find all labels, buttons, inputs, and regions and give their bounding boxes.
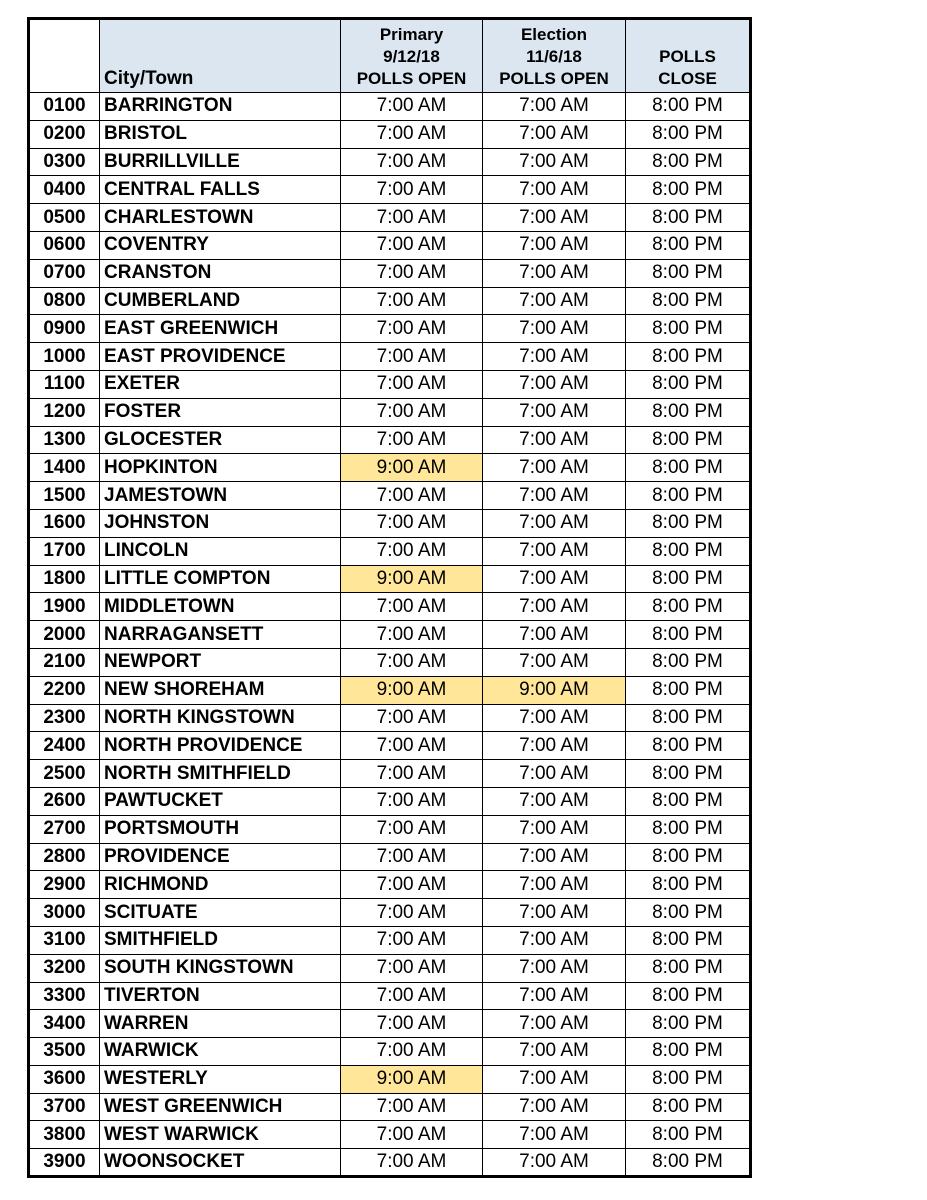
election-polls-open-cell: 7:00 AM [483, 871, 626, 899]
polls-close-cell: 8:00 PM [626, 93, 751, 121]
city-town-cell: PAWTUCKET [100, 787, 341, 815]
table-row [29, 1065, 751, 1093]
polls-close-cell: 8:00 PM [626, 120, 751, 148]
election-polls-open-cell: 7:00 AM [483, 120, 626, 148]
city-town-cell: HOPKINTON [100, 454, 341, 482]
table-row [29, 148, 751, 176]
primary-polls-open-cell: 7:00 AM [341, 871, 483, 899]
table-row [29, 1093, 751, 1121]
city-town-cell: BRISTOL [100, 120, 341, 148]
election-polls-open-cell: 7:00 AM [483, 732, 626, 760]
municipality-code-cell: 2100 [29, 648, 100, 676]
election-polls-open-cell: 7:00 AM [483, 370, 626, 398]
election-polls-open-cell: 7:00 AM [483, 148, 626, 176]
polls-close-cell: 8:00 PM [626, 148, 751, 176]
city-town-cell: TIVERTON [100, 982, 341, 1010]
election-polls-open-cell: 7:00 AM [483, 176, 626, 204]
polls-close-cell: 8:00 PM [626, 871, 751, 899]
election-polls-open-cell: 7:00 AM [483, 398, 626, 426]
election-polls-open-cell: 9:00 AM [483, 676, 626, 704]
city-town-cell: SMITHFIELD [100, 926, 341, 954]
election-polls-open-cell: 7:00 AM [483, 1065, 626, 1093]
polls-close-cell: 8:00 PM [626, 593, 751, 621]
polls-close-cell: 8:00 PM [626, 760, 751, 788]
election-polls-open-cell: 7:00 AM [483, 1121, 626, 1149]
polling-hours-table [27, 17, 752, 1178]
table-row [29, 871, 751, 899]
election-polls-open-cell: 7:00 AM [483, 231, 626, 259]
city-town-cell: NORTH PROVIDENCE [100, 732, 341, 760]
city-town-cell: RICHMOND [100, 871, 341, 899]
election-polls-open-cell: 7:00 AM [483, 899, 626, 927]
election-polls-open-cell: 7:00 AM [483, 204, 626, 232]
primary-polls-open-cell: 7:00 AM [341, 426, 483, 454]
polls-close-cell: 8:00 PM [626, 815, 751, 843]
city-town-cell: WEST GREENWICH [100, 1093, 341, 1121]
table-row [29, 1038, 751, 1066]
municipality-code-cell: 1300 [29, 426, 100, 454]
election-polls-open-cell: 7:00 AM [483, 1010, 626, 1038]
municipality-code-cell: 3400 [29, 1010, 100, 1038]
header-primary-line-1: Primary [379, 25, 444, 44]
header-polls-close [626, 19, 751, 93]
municipality-code-cell: 0700 [29, 259, 100, 287]
table-row [29, 120, 751, 148]
municipality-code-cell: 1900 [29, 593, 100, 621]
city-town-cell: LINCOLN [100, 537, 341, 565]
primary-polls-open-cell: 7:00 AM [341, 815, 483, 843]
polls-close-cell: 8:00 PM [626, 954, 751, 982]
polls-close-cell: 8:00 PM [626, 287, 751, 315]
table-row [29, 926, 751, 954]
table-row [29, 343, 751, 371]
election-polls-open-cell: 7:00 AM [483, 537, 626, 565]
election-polls-open-cell: 7:00 AM [483, 648, 626, 676]
municipality-code-cell: 0800 [29, 287, 100, 315]
municipality-code-cell: 0100 [29, 93, 100, 121]
city-town-cell: PROVIDENCE [100, 843, 341, 871]
election-polls-open-cell: 7:00 AM [483, 1149, 626, 1177]
primary-polls-open-cell: 7:00 AM [341, 343, 483, 371]
city-town-cell: JOHNSTON [100, 509, 341, 537]
table-row [29, 704, 751, 732]
city-town-cell: NORTH KINGSTOWN [100, 704, 341, 732]
polls-close-cell: 8:00 PM [626, 231, 751, 259]
polls-close-cell: 8:00 PM [626, 899, 751, 927]
primary-polls-open-cell: 7:00 AM [341, 398, 483, 426]
primary-polls-open-cell: 7:00 AM [341, 120, 483, 148]
polls-close-cell: 8:00 PM [626, 843, 751, 871]
primary-polls-open-cell: 9:00 AM [341, 676, 483, 704]
municipality-code-cell: 2800 [29, 843, 100, 871]
polls-close-cell: 8:00 PM [626, 343, 751, 371]
polls-close-cell: 8:00 PM [626, 454, 751, 482]
election-polls-open-cell: 7:00 AM [483, 343, 626, 371]
table-row [29, 815, 751, 843]
municipality-code-cell: 2500 [29, 760, 100, 788]
polls-close-cell: 8:00 PM [626, 1065, 751, 1093]
polls-close-cell: 8:00 PM [626, 648, 751, 676]
table-row [29, 287, 751, 315]
municipality-code-cell: 2900 [29, 871, 100, 899]
table-row [29, 648, 751, 676]
municipality-code-cell: 2700 [29, 815, 100, 843]
election-polls-open-cell: 7:00 AM [483, 815, 626, 843]
table-row [29, 398, 751, 426]
table-header [29, 19, 751, 93]
header-close-line-1: POLLS [659, 47, 716, 66]
election-polls-open-cell: 7:00 AM [483, 787, 626, 815]
table-row [29, 732, 751, 760]
primary-polls-open-cell: 7:00 AM [341, 787, 483, 815]
city-town-cell: CENTRAL FALLS [100, 176, 341, 204]
city-town-cell: NEWPORT [100, 648, 341, 676]
polls-close-cell: 8:00 PM [626, 1149, 751, 1177]
city-town-cell: CUMBERLAND [100, 287, 341, 315]
polls-close-cell: 8:00 PM [626, 704, 751, 732]
polls-close-cell: 8:00 PM [626, 537, 751, 565]
primary-polls-open-cell: 7:00 AM [341, 704, 483, 732]
municipality-code-cell: 1000 [29, 343, 100, 371]
primary-polls-open-cell: 7:00 AM [341, 93, 483, 121]
municipality-code-cell: 0900 [29, 315, 100, 343]
primary-polls-open-cell: 7:00 AM [341, 899, 483, 927]
polls-close-cell: 8:00 PM [626, 259, 751, 287]
city-town-cell: COVENTRY [100, 231, 341, 259]
primary-polls-open-cell: 7:00 AM [341, 148, 483, 176]
city-town-cell: NORTH SMITHFIELD [100, 760, 341, 788]
primary-polls-open-cell: 7:00 AM [341, 1093, 483, 1121]
table-row [29, 370, 751, 398]
table-row [29, 231, 751, 259]
primary-polls-open-cell: 7:00 AM [341, 231, 483, 259]
polls-close-cell: 8:00 PM [626, 926, 751, 954]
table-row [29, 982, 751, 1010]
municipality-code-cell: 0600 [29, 231, 100, 259]
municipality-code-cell: 1400 [29, 454, 100, 482]
primary-polls-open-cell: 7:00 AM [341, 315, 483, 343]
polls-close-cell: 8:00 PM [626, 732, 751, 760]
municipality-code-cell: 1500 [29, 482, 100, 510]
primary-polls-open-cell: 7:00 AM [341, 204, 483, 232]
polls-close-cell: 8:00 PM [626, 315, 751, 343]
municipality-code-cell: 1800 [29, 565, 100, 593]
election-polls-open-cell: 7:00 AM [483, 565, 626, 593]
election-polls-open-cell: 7:00 AM [483, 704, 626, 732]
header-primary-polls-open [341, 19, 483, 93]
primary-polls-open-cell: 9:00 AM [341, 565, 483, 593]
table-row [29, 315, 751, 343]
polls-close-cell: 8:00 PM [626, 1121, 751, 1149]
primary-polls-open-cell: 7:00 AM [341, 1121, 483, 1149]
table-row [29, 1010, 751, 1038]
primary-polls-open-cell: 7:00 AM [341, 1010, 483, 1038]
table-row [29, 93, 751, 121]
municipality-code-cell: 3000 [29, 899, 100, 927]
polls-close-cell: 8:00 PM [626, 621, 751, 649]
city-town-cell: WOONSOCKET [100, 1149, 341, 1177]
city-town-cell: PORTSMOUTH [100, 815, 341, 843]
polls-close-cell: 8:00 PM [626, 982, 751, 1010]
table-row [29, 176, 751, 204]
table-row [29, 676, 751, 704]
table-row [29, 259, 751, 287]
table-row [29, 509, 751, 537]
city-town-cell: WESTERLY [100, 1065, 341, 1093]
municipality-code-cell: 3600 [29, 1065, 100, 1093]
header-election-line-2: 11/6/18 [526, 47, 582, 66]
city-town-cell: NEW SHOREHAM [100, 676, 341, 704]
polls-close-cell: 8:00 PM [626, 1093, 751, 1121]
city-town-cell: CRANSTON [100, 259, 341, 287]
municipality-code-cell: 1700 [29, 537, 100, 565]
primary-polls-open-cell: 7:00 AM [341, 1149, 483, 1177]
polls-close-cell: 8:00 PM [626, 204, 751, 232]
header-city-town: City/Town [100, 19, 341, 93]
primary-polls-open-cell: 7:00 AM [341, 954, 483, 982]
election-polls-open-cell: 7:00 AM [483, 315, 626, 343]
municipality-code-cell: 2400 [29, 732, 100, 760]
city-town-cell: JAMESTOWN [100, 482, 341, 510]
primary-polls-open-cell: 7:00 AM [341, 482, 483, 510]
table-row [29, 454, 751, 482]
polls-close-cell: 8:00 PM [626, 398, 751, 426]
primary-polls-open-cell: 7:00 AM [341, 648, 483, 676]
city-town-cell: FOSTER [100, 398, 341, 426]
table-row [29, 537, 751, 565]
city-town-cell: WARWICK [100, 1038, 341, 1066]
primary-polls-open-cell: 7:00 AM [341, 537, 483, 565]
election-polls-open-cell: 7:00 AM [483, 454, 626, 482]
municipality-code-cell: 3900 [29, 1149, 100, 1177]
election-polls-open-cell: 7:00 AM [483, 954, 626, 982]
polls-close-cell: 8:00 PM [626, 370, 751, 398]
polls-close-cell: 8:00 PM [626, 1038, 751, 1066]
table-row [29, 1149, 751, 1177]
municipality-code-cell: 3800 [29, 1121, 100, 1149]
election-polls-open-cell: 7:00 AM [483, 926, 626, 954]
municipality-code-cell: 2300 [29, 704, 100, 732]
polls-close-cell: 8:00 PM [626, 176, 751, 204]
municipality-code-cell: 1600 [29, 509, 100, 537]
municipality-code-cell: 0300 [29, 148, 100, 176]
header-row [29, 19, 751, 93]
table-row [29, 760, 751, 788]
header-close-line-2: CLOSE [658, 69, 717, 88]
polls-close-cell: 8:00 PM [626, 509, 751, 537]
primary-polls-open-cell: 7:00 AM [341, 982, 483, 1010]
city-town-cell: SCITUATE [100, 899, 341, 927]
city-town-cell: EAST PROVIDENCE [100, 343, 341, 371]
city-town-cell: LITTLE COMPTON [100, 565, 341, 593]
election-polls-open-cell: 7:00 AM [483, 621, 626, 649]
table-row [29, 204, 751, 232]
table-row [29, 565, 751, 593]
city-town-cell: WEST WARWICK [100, 1121, 341, 1149]
municipality-code-cell: 2000 [29, 621, 100, 649]
primary-polls-open-cell: 7:00 AM [341, 287, 483, 315]
polls-close-cell: 8:00 PM [626, 426, 751, 454]
city-town-cell: NARRAGANSETT [100, 621, 341, 649]
election-polls-open-cell: 7:00 AM [483, 1093, 626, 1121]
city-town-cell: EAST GREENWICH [100, 315, 341, 343]
election-polls-open-cell: 7:00 AM [483, 593, 626, 621]
header-election-line-1: Election [520, 25, 588, 44]
polls-close-cell: 8:00 PM [626, 565, 751, 593]
primary-polls-open-cell: 7:00 AM [341, 593, 483, 621]
primary-polls-open-cell: 7:00 AM [341, 926, 483, 954]
primary-polls-open-cell: 9:00 AM [341, 454, 483, 482]
city-town-cell: CHARLESTOWN [100, 204, 341, 232]
primary-polls-open-cell: 7:00 AM [341, 370, 483, 398]
municipality-code-cell: 2200 [29, 676, 100, 704]
election-polls-open-cell: 7:00 AM [483, 509, 626, 537]
table-row [29, 787, 751, 815]
table-row [29, 843, 751, 871]
header-primary-line-3: POLLS OPEN [356, 69, 467, 88]
municipality-code-cell: 2600 [29, 787, 100, 815]
city-town-cell: EXETER [100, 370, 341, 398]
municipality-code-cell: 3700 [29, 1093, 100, 1121]
polls-close-cell: 8:00 PM [626, 1010, 751, 1038]
election-polls-open-cell: 7:00 AM [483, 426, 626, 454]
city-town-cell: BURRILLVILLE [100, 148, 341, 176]
table-row [29, 1121, 751, 1149]
polls-close-cell: 8:00 PM [626, 787, 751, 815]
primary-polls-open-cell: 7:00 AM [341, 176, 483, 204]
primary-polls-open-cell: 7:00 AM [341, 732, 483, 760]
primary-polls-open-cell: 7:00 AM [341, 259, 483, 287]
primary-polls-open-cell: 7:00 AM [341, 760, 483, 788]
city-town-cell: SOUTH KINGSTOWN [100, 954, 341, 982]
municipality-code-cell: 1100 [29, 370, 100, 398]
election-polls-open-cell: 7:00 AM [483, 93, 626, 121]
table-row [29, 426, 751, 454]
primary-polls-open-cell: 7:00 AM [341, 509, 483, 537]
election-polls-open-cell: 7:00 AM [483, 482, 626, 510]
primary-polls-open-cell: 9:00 AM [341, 1065, 483, 1093]
primary-polls-open-cell: 7:00 AM [341, 1038, 483, 1066]
election-polls-open-cell: 7:00 AM [483, 259, 626, 287]
polls-close-cell: 8:00 PM [626, 482, 751, 510]
city-town-cell: WARREN [100, 1010, 341, 1038]
header-election-polls-open [483, 19, 626, 93]
primary-polls-open-cell: 7:00 AM [341, 843, 483, 871]
municipality-code-cell: 3200 [29, 954, 100, 982]
table-row [29, 621, 751, 649]
municipality-code-cell: 0500 [29, 204, 100, 232]
municipality-code-cell: 0400 [29, 176, 100, 204]
election-polls-open-cell: 7:00 AM [483, 982, 626, 1010]
municipality-code-cell: 3100 [29, 926, 100, 954]
table-row [29, 954, 751, 982]
polls-close-cell: 8:00 PM [626, 676, 751, 704]
election-polls-open-cell: 7:00 AM [483, 760, 626, 788]
primary-polls-open-cell: 7:00 AM [341, 621, 483, 649]
table-row [29, 899, 751, 927]
table-body [29, 93, 751, 1177]
table-row [29, 593, 751, 621]
table-row [29, 482, 751, 510]
header-code [29, 19, 100, 93]
city-town-cell: BARRINGTON [100, 93, 341, 121]
election-polls-open-cell: 7:00 AM [483, 1038, 626, 1066]
election-polls-open-cell: 7:00 AM [483, 287, 626, 315]
municipality-code-cell: 1200 [29, 398, 100, 426]
municipality-code-cell: 3500 [29, 1038, 100, 1066]
municipality-code-cell: 3300 [29, 982, 100, 1010]
header-primary-line-2: 9/12/18 [383, 47, 440, 66]
city-town-cell: GLOCESTER [100, 426, 341, 454]
election-polls-open-cell: 7:00 AM [483, 843, 626, 871]
city-town-cell: MIDDLETOWN [100, 593, 341, 621]
municipality-code-cell: 0200 [29, 120, 100, 148]
header-election-line-3: POLLS OPEN [499, 69, 609, 88]
